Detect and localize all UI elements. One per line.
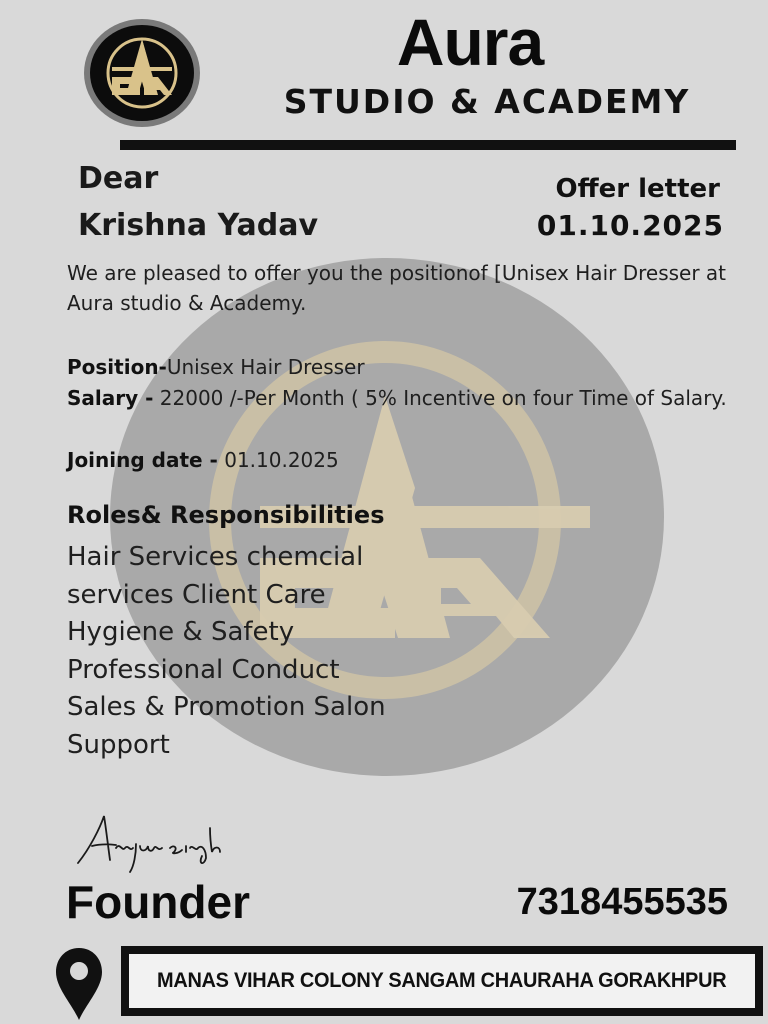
joining-date-line bbox=[67, 445, 737, 475]
roles-text: Hair Services chemcial services Client Care Hygiene & Safety Professional Conduct Sales & Promotion Salon Support bbox=[67, 542, 386, 760]
position-line bbox=[67, 352, 737, 382]
address-box bbox=[121, 946, 763, 1016]
position-value: Unisex Hair Dresser bbox=[166, 355, 365, 379]
document-date: 01.10.2025 bbox=[536, 209, 724, 242]
address-panel bbox=[127, 952, 757, 1010]
recipient-name: Krishna Yadav bbox=[78, 208, 319, 243]
joining-date-value: 01.10.2025 bbox=[217, 448, 339, 472]
address-text: MANAS VIHAR COLONY SANGAM CHAURAHA GORAKHPUR bbox=[157, 969, 727, 992]
salary-value: 22000 /-Per Month ( 5% Incentive on four Time of Salary. bbox=[153, 386, 727, 410]
roles-heading: Roles& Responsibilities bbox=[67, 501, 385, 529]
intro-paragraph: We are pleased to offer you the positionof [Unisex Hair Dresser at Aura studio & Academy. bbox=[67, 261, 727, 315]
salary-line bbox=[67, 383, 737, 413]
salary-label: Salary - bbox=[67, 386, 154, 410]
founder-signature bbox=[70, 808, 230, 878]
aga-logo-icon bbox=[82, 17, 202, 129]
phone-number: 7318455535 bbox=[516, 881, 728, 923]
position-label: Position- bbox=[67, 355, 167, 379]
document-title: Offer letter bbox=[555, 174, 720, 204]
signer-title: Founder bbox=[66, 876, 250, 928]
joining-date-label: Joining date - bbox=[67, 448, 218, 472]
header-divider bbox=[120, 140, 736, 150]
brand-subtitle: STUDIO & ACADEMY bbox=[283, 82, 691, 121]
salutation: Dear bbox=[78, 161, 159, 196]
brand-name: Aura bbox=[396, 5, 544, 79]
map-pin-icon bbox=[54, 946, 104, 1022]
